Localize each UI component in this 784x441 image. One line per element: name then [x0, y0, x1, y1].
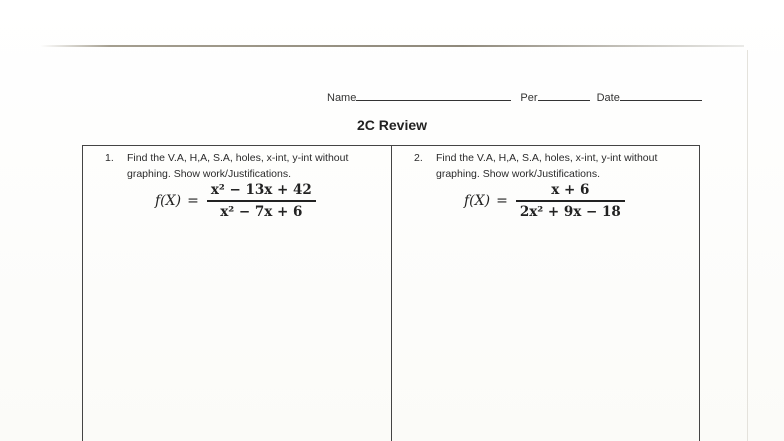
header-line: [327, 89, 702, 104]
question-instruction: Find the V.A, H,A, S.A, holes, x-int, y-int without graphing. Show work/Justifications.: [127, 152, 349, 180]
name-label: Name: [327, 92, 357, 104]
fraction-numerator: x² − 13x + 42: [210, 182, 312, 198]
fraction-bar: [207, 200, 316, 202]
fraction-numerator: x + 6: [551, 182, 590, 198]
fraction: [516, 182, 625, 220]
function-formula: [155, 182, 316, 220]
function-label: f(X): [155, 192, 182, 209]
question-cell-2: [392, 146, 700, 441]
function-label: f(X): [464, 192, 491, 209]
question-number: 1.: [105, 152, 114, 164]
function-formula: [464, 182, 625, 220]
per-label: Per: [520, 92, 538, 104]
page-edge: [747, 50, 748, 441]
equals-sign: =: [187, 192, 199, 209]
fraction-denominator: 2x² + 9x − 18: [519, 203, 621, 220]
question-table: [82, 145, 700, 441]
per-blank: [538, 89, 590, 101]
date-label: Date: [596, 92, 620, 104]
date-blank: [620, 89, 702, 101]
question-cell-1: [83, 146, 391, 441]
fraction-denominator: x² − 7x + 6: [220, 203, 303, 220]
top-rule: [40, 45, 744, 47]
equals-sign: =: [496, 192, 508, 209]
question-instruction: Find the V.A, H,A, S.A, holes, x-int, y-int without graphing. Show work/Justifications.: [436, 152, 658, 180]
page-title: 2C Review: [356, 117, 428, 133]
name-blank: [356, 89, 511, 101]
fraction: [207, 182, 316, 220]
question-number: 2.: [414, 152, 423, 164]
fraction-bar: [516, 200, 625, 202]
